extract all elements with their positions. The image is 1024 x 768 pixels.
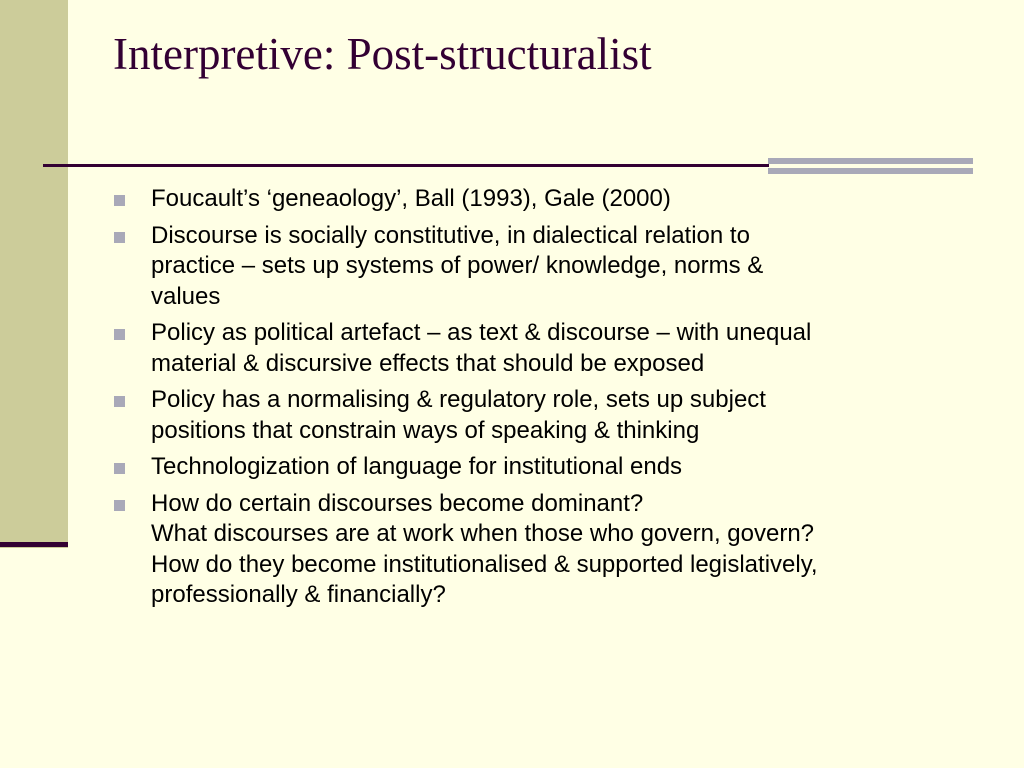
slide-title: Interpretive: Post-structuralist xyxy=(113,29,652,79)
bullet-line: Policy has a normalising & regulatory role, sets up subject xyxy=(151,386,766,413)
bullet-line: positions that constrain ways of speaking & thinking xyxy=(151,416,700,444)
bullet-line: Discourse is socially constitutive, in dialectical relation to xyxy=(151,221,750,249)
side-band-underline xyxy=(0,542,68,547)
bullet-line: values xyxy=(151,282,221,310)
bullet-text xyxy=(151,489,818,611)
bullet-line: Policy as political artefact – as text & discourse – with unequal xyxy=(151,319,812,346)
side-band xyxy=(0,0,68,548)
square-bullet-icon xyxy=(114,396,125,407)
bullet-line: practice – sets up systems of power/ knowledge, norms & xyxy=(151,252,764,279)
accent-bars xyxy=(768,158,973,174)
square-bullet-icon xyxy=(114,195,125,206)
square-bullet-icon xyxy=(114,500,125,511)
bullet-line: Foucault’s ‘geneaology’, Ball (1993), Gale (2000) xyxy=(151,185,671,212)
accent-bar xyxy=(768,168,973,174)
bullet-text xyxy=(151,452,682,483)
bullet-line: Technologization of language for institutional ends xyxy=(151,453,683,480)
bullet-item xyxy=(114,184,974,215)
bullet-line: professionally & financially? xyxy=(151,581,446,608)
bullet-text xyxy=(151,385,766,446)
bullet-item xyxy=(114,318,974,379)
title-divider xyxy=(43,164,769,167)
bullet-line: How do certain discourses become dominant? xyxy=(151,489,644,517)
bullet-list xyxy=(114,184,974,617)
bullet-text xyxy=(151,184,671,215)
square-bullet-icon xyxy=(114,232,125,243)
bullet-line: material & discursive effects that should be exposed xyxy=(151,349,705,377)
bullet-line: How do they become institutionalised & supported legislatively, xyxy=(151,550,818,578)
accent-bar xyxy=(768,158,973,164)
bullet-item xyxy=(114,221,974,313)
bullet-line: What discourses are at work when those who govern, govern? xyxy=(151,520,815,547)
bullet-item xyxy=(114,489,974,611)
bullet-text xyxy=(151,318,811,379)
square-bullet-icon xyxy=(114,463,125,474)
bullet-text xyxy=(151,221,763,313)
square-bullet-icon xyxy=(114,329,125,340)
bullet-item xyxy=(114,385,974,446)
bullet-item xyxy=(114,452,974,483)
